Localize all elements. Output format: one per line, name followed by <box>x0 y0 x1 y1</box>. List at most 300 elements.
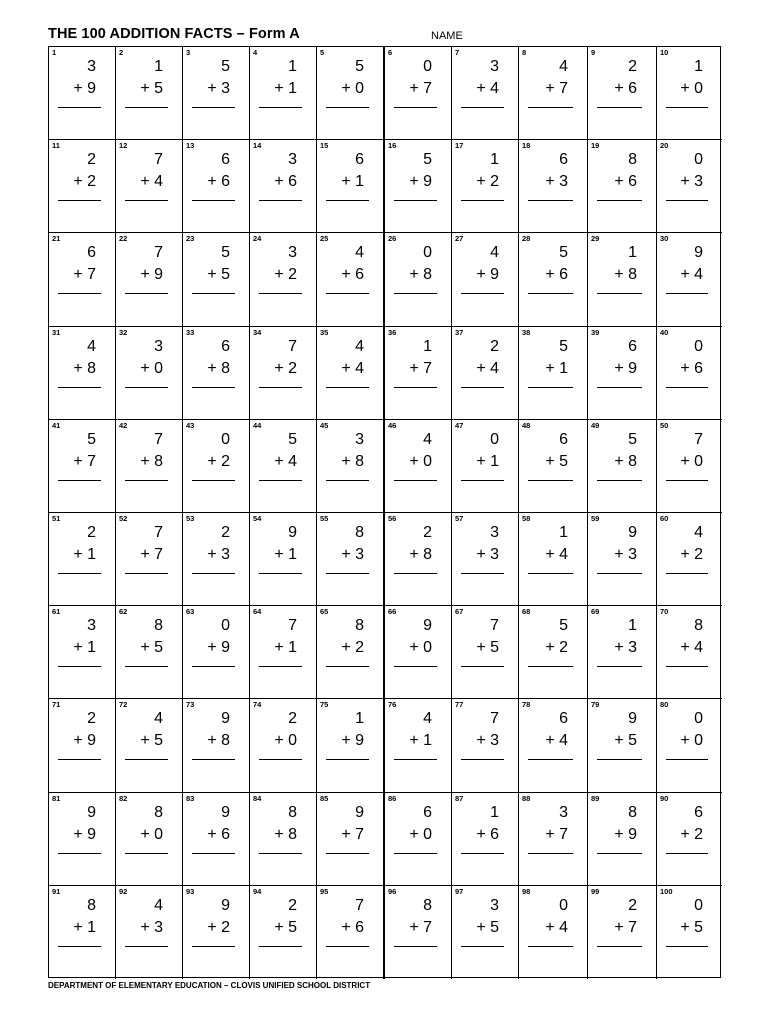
addend-bottom: + 2 <box>341 639 364 657</box>
problem-number: 98 <box>522 886 531 896</box>
problem-cell <box>519 793 588 886</box>
problem-cell <box>317 327 385 420</box>
addend-bottom: + 3 <box>476 732 499 750</box>
problem-number: 88 <box>522 793 531 803</box>
addend-top: 8 <box>154 803 163 821</box>
addend-top: 5 <box>87 430 96 448</box>
addend-top: 0 <box>694 710 703 728</box>
problem-cell <box>385 140 452 233</box>
problem-cell <box>49 327 116 420</box>
problem-cell <box>588 420 657 513</box>
problem-cell <box>317 420 385 513</box>
answer-line <box>326 853 369 854</box>
problem-number: 83 <box>186 793 195 803</box>
problem-number: 63 <box>186 607 195 617</box>
addend-bottom: + 8 <box>409 546 432 563</box>
addend-bottom: + 1 <box>73 639 96 657</box>
problem-number: 86 <box>388 793 397 803</box>
addend-top: 1 <box>154 58 163 75</box>
addend-bottom: + 4 <box>274 452 297 470</box>
answer-line <box>192 666 235 667</box>
problem-number: 92 <box>119 886 128 896</box>
problem-number: 90 <box>660 793 669 803</box>
problem-number: 26 <box>388 234 397 244</box>
addend-top: 2 <box>87 524 96 541</box>
addend-bottom: + 6 <box>545 266 568 284</box>
addend-top: 5 <box>221 244 230 262</box>
answer-line <box>394 293 437 294</box>
answer-line <box>528 666 573 667</box>
addend-bottom: + 0 <box>680 732 703 750</box>
answer-line <box>394 387 437 388</box>
answer-line <box>528 107 573 108</box>
answer-line <box>125 293 168 294</box>
problem-cell <box>519 886 588 979</box>
addend-bottom: + 4 <box>140 173 163 191</box>
addend-top: 6 <box>221 337 230 355</box>
answer-line <box>394 480 437 481</box>
addend-bottom: + 7 <box>409 80 432 97</box>
problem-cell <box>49 47 116 140</box>
answer-line <box>528 200 573 201</box>
problem-number: 3 <box>186 48 191 57</box>
problem-number: 19 <box>591 141 600 151</box>
problem-number: 57 <box>455 514 464 523</box>
answer-line <box>394 759 437 760</box>
problem-cell <box>588 140 657 233</box>
addend-top: 0 <box>694 151 703 169</box>
answer-line <box>461 480 504 481</box>
answer-line <box>192 853 235 854</box>
problem-number: 94 <box>253 886 262 896</box>
problem-cell <box>519 140 588 233</box>
answer-line <box>192 293 235 294</box>
problem-number: 29 <box>591 234 600 244</box>
addend-bottom: + 7 <box>545 80 568 97</box>
problem-cell <box>385 793 452 886</box>
problem-cell <box>519 327 588 420</box>
addend-top: 4 <box>154 710 163 728</box>
problem-cell <box>250 233 317 326</box>
problem-number: 41 <box>52 420 61 430</box>
problem-cell <box>385 699 452 792</box>
answer-line <box>666 480 708 481</box>
addend-bottom: + 5 <box>140 639 163 657</box>
problem-number: 97 <box>455 886 464 896</box>
addend-bottom: + 8 <box>614 266 637 284</box>
answer-line <box>192 573 235 574</box>
problem-number: 18 <box>522 141 531 151</box>
problem-cell <box>588 233 657 326</box>
answer-line <box>461 946 504 947</box>
problem-number: 44 <box>253 420 262 430</box>
problem-number: 43 <box>186 420 195 430</box>
problem-number: 85 <box>320 793 329 803</box>
addend-bottom: + 1 <box>274 546 297 563</box>
problem-number: 75 <box>320 700 329 710</box>
problem-cell <box>49 233 116 326</box>
problem-cell <box>657 513 722 606</box>
addend-top: 9 <box>221 710 230 728</box>
addend-top: 4 <box>154 896 163 914</box>
addend-top: 0 <box>423 58 432 75</box>
problem-cell <box>588 327 657 420</box>
addend-bottom: + 0 <box>341 80 364 97</box>
addend-top: 6 <box>559 430 568 448</box>
addend-top: 1 <box>423 337 432 355</box>
worksheet-header <box>48 26 720 46</box>
answer-line <box>666 759 708 760</box>
answer-line <box>461 107 504 108</box>
addend-top: 1 <box>559 524 568 541</box>
problem-number: 93 <box>186 886 195 896</box>
addend-top: 7 <box>154 151 163 169</box>
problem-cell <box>452 140 519 233</box>
problem-cell <box>183 513 250 606</box>
problem-cell <box>452 606 519 699</box>
problem-cell <box>317 513 385 606</box>
addend-bottom: + 8 <box>207 359 230 377</box>
problem-cell <box>116 793 183 886</box>
problem-number: 8 <box>522 48 527 57</box>
problem-cell <box>588 793 657 886</box>
addend-top: 9 <box>221 896 230 914</box>
answer-line <box>259 107 302 108</box>
answer-line <box>528 293 573 294</box>
addend-top: 3 <box>87 617 96 635</box>
problem-cell <box>49 140 116 233</box>
addend-bottom: + 2 <box>207 918 230 936</box>
addend-top: 2 <box>423 524 432 541</box>
problem-cell <box>183 699 250 792</box>
problem-number: 22 <box>119 234 128 244</box>
addend-bottom: + 8 <box>409 266 432 284</box>
addend-bottom: + 4 <box>680 639 703 657</box>
answer-line <box>326 759 369 760</box>
answer-line <box>125 107 168 108</box>
problem-cell <box>588 699 657 792</box>
addend-top: 4 <box>87 337 96 355</box>
problem-cell <box>183 327 250 420</box>
addend-bottom: + 2 <box>207 452 230 470</box>
addend-top: 2 <box>628 896 637 914</box>
addend-bottom: + 3 <box>680 173 703 191</box>
answer-line <box>259 293 302 294</box>
addend-bottom: + 4 <box>341 359 364 377</box>
addend-bottom: + 0 <box>140 359 163 377</box>
answer-line <box>394 946 437 947</box>
problem-cell <box>116 699 183 792</box>
problem-cell <box>385 47 452 140</box>
addend-bottom: + 0 <box>680 452 703 470</box>
problem-cell <box>183 420 250 513</box>
problem-number: 67 <box>455 607 464 617</box>
addend-top: 8 <box>694 617 703 635</box>
problem-number: 68 <box>522 607 531 617</box>
addend-bottom: + 9 <box>409 173 432 191</box>
addend-top: 9 <box>288 524 297 541</box>
problem-cell <box>183 606 250 699</box>
problem-cell <box>183 886 250 979</box>
problem-number: 23 <box>186 234 195 244</box>
answer-line <box>394 666 437 667</box>
problem-cell <box>116 420 183 513</box>
problem-cell <box>588 606 657 699</box>
addend-top: 0 <box>423 244 432 262</box>
footer-text: DEPARTMENT OF ELEMENTARY EDUCATION – CLOVIS UNIFIED SCHOOL DISTRICT <box>48 981 371 990</box>
problem-cell <box>452 327 519 420</box>
addend-bottom: + 2 <box>73 173 96 191</box>
problem-cell <box>116 140 183 233</box>
problem-cell <box>250 140 317 233</box>
answer-line <box>326 293 369 294</box>
addend-bottom: + 7 <box>341 825 364 843</box>
addend-bottom: + 7 <box>140 546 163 563</box>
answer-line <box>125 946 168 947</box>
addend-top: 7 <box>288 617 297 635</box>
addend-top: 4 <box>490 244 499 262</box>
addend-bottom: + 3 <box>207 546 230 563</box>
problem-cell <box>657 606 722 699</box>
addend-bottom: + 1 <box>341 173 364 191</box>
problem-number: 5 <box>320 48 325 57</box>
addend-top: 5 <box>221 58 230 75</box>
problem-grid <box>48 46 721 978</box>
addend-bottom: + 7 <box>409 359 432 377</box>
answer-line <box>259 853 302 854</box>
problem-cell <box>116 513 183 606</box>
problem-number: 62 <box>119 607 128 617</box>
answer-line <box>259 666 302 667</box>
addend-top: 6 <box>694 803 703 821</box>
problem-number: 37 <box>455 327 464 337</box>
addend-bottom: + 5 <box>207 266 230 284</box>
problem-cell <box>116 606 183 699</box>
answer-line <box>528 387 573 388</box>
addend-bottom: + 6 <box>680 359 703 377</box>
answer-line <box>125 759 168 760</box>
addend-top: 2 <box>288 896 297 914</box>
addend-bottom: + 9 <box>614 359 637 377</box>
addend-top: 3 <box>288 244 297 262</box>
addend-top: 5 <box>559 244 568 262</box>
problem-number: 15 <box>320 141 329 151</box>
addend-top: 7 <box>154 430 163 448</box>
addend-bottom: + 7 <box>409 918 432 936</box>
addend-top: 3 <box>559 803 568 821</box>
answer-line <box>666 107 708 108</box>
answer-line <box>58 946 101 947</box>
addend-top: 1 <box>288 58 297 75</box>
addend-top: 2 <box>490 337 499 355</box>
problem-number: 84 <box>253 793 262 803</box>
answer-line <box>597 573 642 574</box>
addend-bottom: + 6 <box>274 173 297 191</box>
problem-number: 31 <box>52 327 61 337</box>
answer-line <box>597 666 642 667</box>
addend-bottom: + 4 <box>545 918 568 936</box>
addend-top: 7 <box>490 617 499 635</box>
answer-line <box>666 946 708 947</box>
problem-cell <box>452 793 519 886</box>
problem-cell <box>250 606 317 699</box>
problem-cell <box>250 327 317 420</box>
addend-top: 0 <box>221 430 230 448</box>
addend-bottom: + 8 <box>140 452 163 470</box>
addend-top: 4 <box>355 337 364 355</box>
problem-number: 46 <box>388 420 397 430</box>
problem-cell <box>588 513 657 606</box>
problem-number: 91 <box>52 886 61 896</box>
addend-top: 0 <box>221 617 230 635</box>
problem-cell <box>49 793 116 886</box>
addend-bottom: + 3 <box>341 546 364 563</box>
problem-cell <box>452 233 519 326</box>
problem-cell <box>317 606 385 699</box>
addend-bottom: + 5 <box>476 639 499 657</box>
problem-number: 52 <box>119 514 128 523</box>
addend-top: 4 <box>355 244 364 262</box>
answer-line <box>192 480 235 481</box>
problem-cell <box>657 699 722 792</box>
problem-number: 56 <box>388 514 397 523</box>
answer-line <box>461 759 504 760</box>
addend-top: 3 <box>490 524 499 541</box>
problem-number: 69 <box>591 607 600 617</box>
problem-cell <box>317 699 385 792</box>
addend-top: 7 <box>288 337 297 355</box>
problem-number: 2 <box>119 48 124 57</box>
addend-bottom: + 8 <box>614 452 637 470</box>
problem-number: 66 <box>388 607 397 617</box>
addend-bottom: + 6 <box>341 266 364 284</box>
problem-number: 21 <box>52 234 61 244</box>
addend-bottom: + 1 <box>545 359 568 377</box>
addend-top: 1 <box>628 244 637 262</box>
problem-number: 1 <box>52 48 57 57</box>
answer-line <box>326 946 369 947</box>
problem-number: 4 <box>253 48 258 57</box>
addend-top: 0 <box>559 896 568 914</box>
problem-cell <box>657 420 722 513</box>
problem-number: 9 <box>591 48 596 57</box>
problem-cell <box>588 47 657 140</box>
addend-top: 4 <box>559 58 568 75</box>
answer-line <box>597 200 642 201</box>
answer-line <box>461 853 504 854</box>
problem-cell <box>49 886 116 979</box>
problem-number: 35 <box>320 327 329 337</box>
problem-number: 54 <box>253 514 262 523</box>
problem-number: 25 <box>320 234 329 244</box>
problem-number: 51 <box>52 514 61 523</box>
problem-number: 50 <box>660 420 669 430</box>
addend-top: 5 <box>288 430 297 448</box>
problem-cell <box>519 699 588 792</box>
addend-top: 5 <box>628 430 637 448</box>
addend-bottom: + 3 <box>140 918 163 936</box>
problem-cell <box>250 420 317 513</box>
answer-line <box>125 387 168 388</box>
answer-line <box>326 666 369 667</box>
answer-line <box>597 107 642 108</box>
addend-top: 3 <box>490 58 499 75</box>
problem-cell <box>519 47 588 140</box>
problem-cell <box>49 513 116 606</box>
answer-line <box>259 387 302 388</box>
problem-cell <box>657 327 722 420</box>
addend-bottom: + 4 <box>680 266 703 284</box>
problem-cell <box>452 699 519 792</box>
answer-line <box>528 853 573 854</box>
addend-top: 9 <box>355 803 364 821</box>
problem-cell <box>519 233 588 326</box>
problem-number: 73 <box>186 700 195 710</box>
addend-top: 8 <box>288 803 297 821</box>
problem-number: 61 <box>52 607 61 617</box>
answer-line <box>666 200 708 201</box>
problem-cell <box>250 513 317 606</box>
addend-bottom: + 5 <box>545 452 568 470</box>
problem-cell <box>183 233 250 326</box>
addend-top: 8 <box>87 896 96 914</box>
answer-line <box>58 107 101 108</box>
answer-line <box>528 759 573 760</box>
addend-top: 7 <box>490 710 499 728</box>
addend-bottom: + 0 <box>274 732 297 750</box>
addend-bottom: + 0 <box>140 825 163 843</box>
addend-top: 7 <box>355 896 364 914</box>
answer-line <box>259 200 302 201</box>
addend-top: 2 <box>628 58 637 75</box>
answer-line <box>597 387 642 388</box>
addend-top: 8 <box>355 617 364 635</box>
problem-cell <box>385 420 452 513</box>
problem-number: 100 <box>660 886 673 896</box>
answer-line <box>394 107 437 108</box>
addend-top: 6 <box>423 803 432 821</box>
answer-line <box>58 666 101 667</box>
addend-bottom: + 3 <box>545 173 568 191</box>
problem-cell <box>250 886 317 979</box>
addend-bottom: + 8 <box>341 452 364 470</box>
addend-bottom: + 4 <box>545 546 568 563</box>
problem-cell <box>317 233 385 326</box>
problem-number: 96 <box>388 886 397 896</box>
addend-top: 6 <box>221 151 230 169</box>
addend-bottom: + 9 <box>73 732 96 750</box>
answer-line <box>666 573 708 574</box>
problem-number: 17 <box>455 141 464 151</box>
problem-cell <box>385 513 452 606</box>
problem-cell <box>519 420 588 513</box>
answer-line <box>326 387 369 388</box>
addend-top: 2 <box>288 710 297 728</box>
problem-number: 71 <box>52 700 61 710</box>
answer-line <box>528 946 573 947</box>
problem-cell <box>657 886 722 979</box>
addend-bottom: + 5 <box>614 732 637 750</box>
answer-line <box>326 480 369 481</box>
problem-cell <box>657 233 722 326</box>
problem-cell <box>49 420 116 513</box>
addend-bottom: + 1 <box>73 918 96 936</box>
addend-bottom: + 2 <box>680 546 703 563</box>
problem-cell <box>183 793 250 886</box>
addend-top: 5 <box>559 337 568 355</box>
answer-line <box>125 200 168 201</box>
problem-number: 60 <box>660 514 669 523</box>
